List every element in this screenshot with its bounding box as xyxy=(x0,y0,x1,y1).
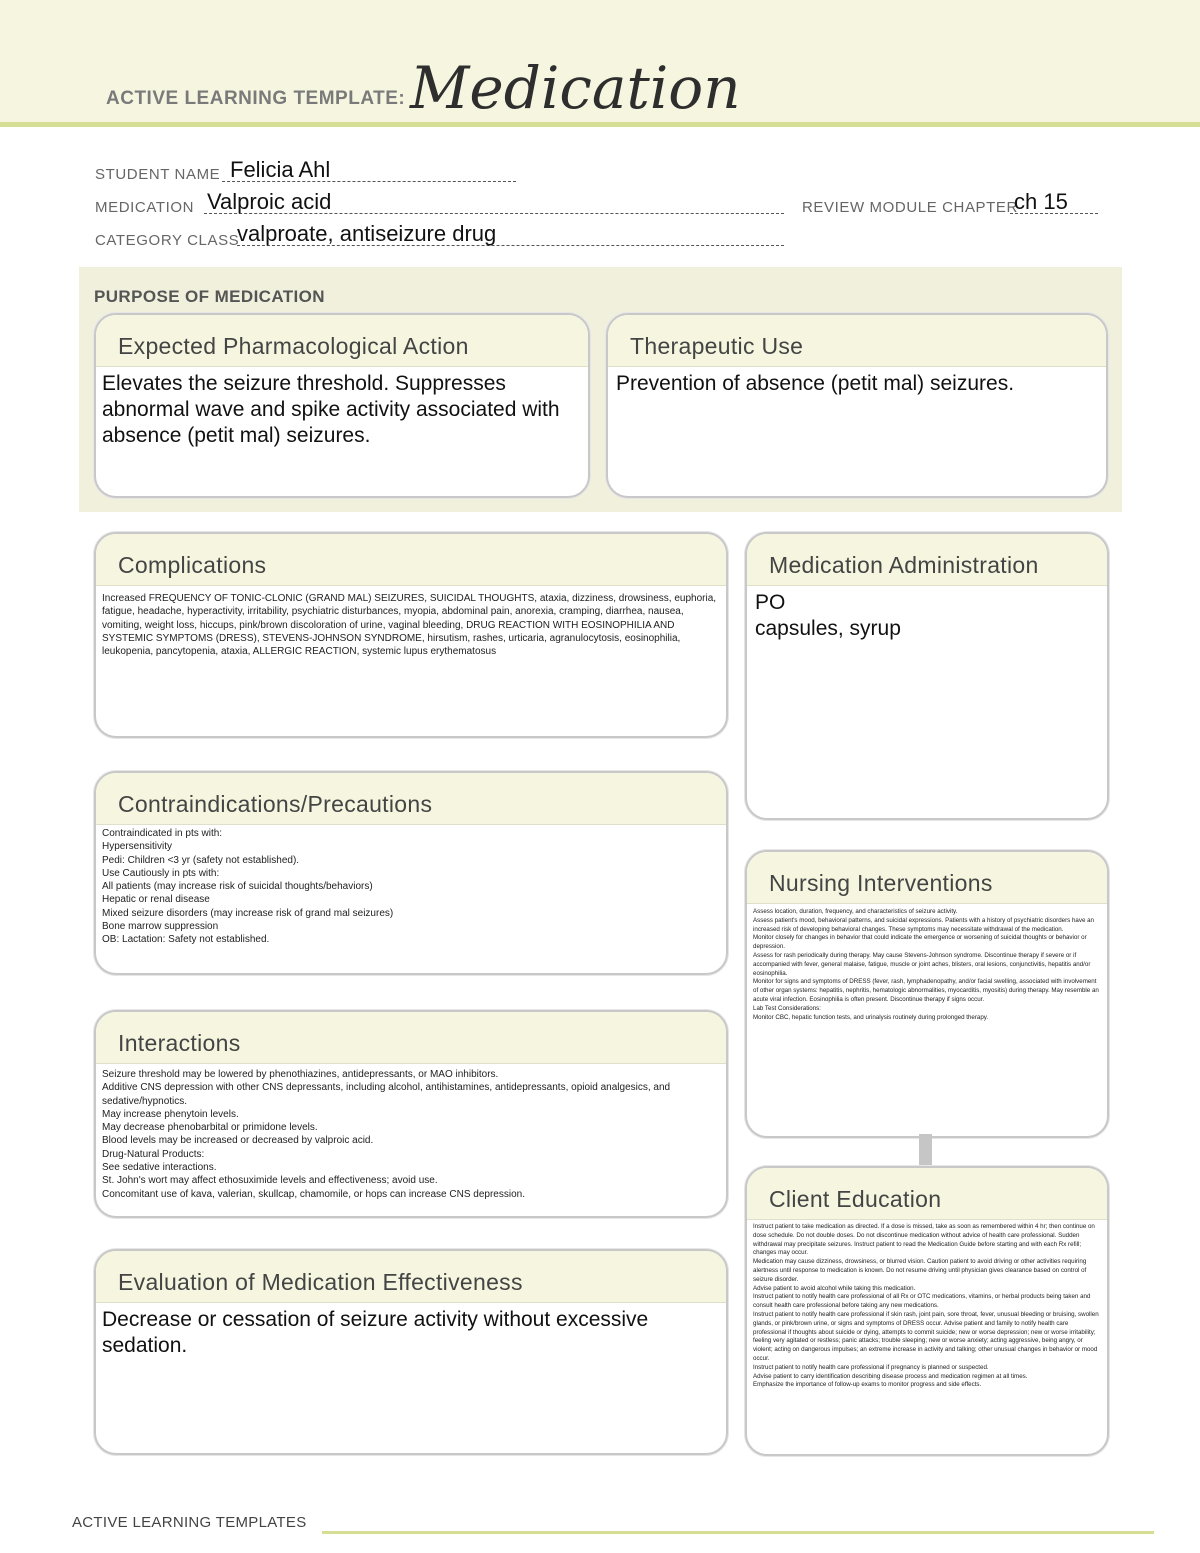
medication-field[interactable]: Valproic acid xyxy=(207,189,332,214)
contraindications-text[interactable]: Contraindicated in pts with: Hypersensitivity Pedi: Children <3 yr (safety not established). Use Cautiously in pts with: All patients (may increase risk of suicidal thoughts/behaviors) Hepatic or renal disease Mixed seizure disorders (may increase risk of grand mal seizures) Bone marrow suppression OB: Lactation: Safety not established. xyxy=(102,828,394,946)
complications-card xyxy=(94,532,728,738)
evaluation-title: Evaluation of Medication Effectiveness xyxy=(96,1251,726,1303)
template-title: Medication xyxy=(410,54,741,122)
administration-card xyxy=(745,532,1109,820)
connector-bar xyxy=(919,1134,932,1167)
footer-label: ACTIVE LEARNING TEMPLATES xyxy=(72,1514,307,1531)
interactions-title: Interactions xyxy=(96,1012,726,1064)
footer-rule xyxy=(322,1531,1154,1534)
purpose-title: PURPOSE OF MEDICATION xyxy=(94,287,325,306)
expected-action-title: Expected Pharmacological Action xyxy=(96,315,588,367)
student-name-label: STUDENT NAME xyxy=(95,166,221,183)
administration-body xyxy=(747,586,1107,648)
contraindications-title: Contraindications/Precautions xyxy=(96,773,726,825)
student-name-field[interactable]: Felicia Ahl xyxy=(230,157,331,182)
evaluation-card xyxy=(94,1249,728,1455)
chapter-label: REVIEW MODULE CHAPTER xyxy=(802,199,1018,216)
interactions-text[interactable]: Seizure threshold may be lowered by phenothiazines, antidepressants, or MAO inhibitors. Additive CNS depression with other CNS depressants, including alcohol, antihistamines, antidepressants, opioid analgesics, and sedative/hypnotics. May increase phenytoin levels. May decrease phenobarbital or primidone levels. Blood levels may be increased or decreased by valproic acid. Drug-Natural Products: See sedative interactions. St. John's wort may affect ethosuximide levels and effectiveness; avoid use. Concomitant use of kava, valerian, skullcap, chamomile, or hops can increase CNS depression. xyxy=(102,1069,671,1200)
interactions-card xyxy=(94,1010,728,1218)
client-education-title: Client Education xyxy=(747,1168,1107,1220)
expected-action-card xyxy=(94,313,590,498)
contraindications-card xyxy=(94,771,728,975)
administration-forms[interactable]: capsules, syrup xyxy=(755,617,901,640)
category-field[interactable]: valproate, antiseizure drug xyxy=(237,221,497,246)
medication-label: MEDICATION xyxy=(95,199,195,216)
nursing-interventions-text[interactable]: Assess location, duration, frequency, and characteristics of seizure activity. Assess patient's mood, behavioral patterns, and suicidal expressions. Patients with a history of psychiatric disorders have an increased risk of developing behavioral changes. These symptoms may necessitate withdrawal of the medication. Monitor closely for changes in behavior that could indicate the emergence or worsening of suicidal thoughts or behavior or depression. Assess for rash periodically during therapy. May cause Stevens-Johnson syndrome. Discontinue therapy if severe or if accompanied with fever, general malaise, fatigue, muscle or joint aches, blisters, oral lesions, conjunctivitis, hepatitis and/or eosinophilia. Monitor for signs and symptoms of DRESS (fever, rash, lymphadenopathy, and/or facial swelling, associated with involvement of other organ systems: hepatitis, nephritis, hematologic abnormalities, myocarditis, myositis) during therapy. May resemble an acute viral infection. Eosinophilia is often present. Discontinue therapy if signs occur. Lab Test Considerations: Monitor CBC, hepatic function tests, and urinalysis routinely during prolonged therapy. xyxy=(753,908,1099,1021)
administration-title: Medication Administration xyxy=(747,534,1107,586)
client-education-card xyxy=(745,1166,1109,1456)
complications-text[interactable]: Increased FREQUENCY OF TONIC-CLONIC (GRAND MAL) SEIZURES, SUICIDAL THOUGHTS, ataxia, dizziness, drowsiness, euphoria, fatigue, headache, hyperactivity, irritability, psychiatric disturbances, myopia, abdominal pain, anorexia, cramping, diarrhea, nausea, vomiting, weight loss, hiccups, pink/brown discoloration of urine, vaginal bleeding, DRUG REACTION WITH EOSINOPHILIA AND SYSTEMIC SYMPTOMS (DRESS), STEVENS-JOHNSON SYNDROME, hirsutism, rashes, urticaria, agranulocytosis, eosinophilia, leukopenia, pancytopenia, ataxia, ALLERGIC REACTION, systemic lupus erythematosus xyxy=(102,593,717,658)
therapeutic-use-text[interactable]: Prevention of absence (petit mal) seizures. xyxy=(616,372,1015,395)
header-rule xyxy=(0,122,1200,127)
client-education-text[interactable]: Instruct patient to take medication as directed. If a dose is missed, take as soon as remembered within 4 hr; then continue on dose schedule. Do not double doses. Do not discontinue medication without advice of health care professional. Sudden withdrawal may precipitate seizures. Instruct patient to read the Medication Guide before starting and with each Rx refill; changes may occur. Medication may cause dizziness, drowsiness, or blurred vision. Caution patient to avoid driving or other activities requiring alertness until response to medication is known. Do not resume driving until physician gives clearance based on control of seizure disorder. Advise patient to avoid alcohol while taking this medication. Instruct patient to notify health care professional of all Rx or OTC medications, vitamins, or herbal products being taken and consult health care professional before taking any new medications. Instruct patient to notify health care professional if skin rash, joint pain, sore throat, fever, unusual bleeding or bruising, swollen glands, or pink/brown urine, or signs and symptoms of DRESS occur. Advise patient and family to notify health care professional if thoughts about suicide or dying, attempts to commit suicide; new or worse depression; new or worse irritability; feeling very agitated or restless; panic attacks; trouble sleeping; new or worse anxiety; acting aggressive, being angry, or violent; acting on dangerous impulses; an extreme increase in activity and talking; other unusual changes in behavior or mood occur. Instruct patient to notify health care professional if pregnancy is planned or suspected. Advise patient to carry identification describing disease process and medication regimen at all times. Emphasize the importance of follow-up exams to monitor progress and side effects. xyxy=(753,1223,1099,1389)
nursing-interventions-title: Nursing Interventions xyxy=(747,852,1107,904)
therapeutic-use-card xyxy=(606,313,1108,498)
chapter-field[interactable]: ch 15 xyxy=(1014,189,1068,214)
category-label: CATEGORY CLASS xyxy=(95,232,240,249)
complications-title: Complications xyxy=(96,534,726,586)
template-label: ACTIVE LEARNING TEMPLATE: xyxy=(106,88,406,109)
expected-action-text[interactable]: Elevates the seizure threshold. Suppresses abnormal wave and spike activity associated with absence (petit mal) seizures. xyxy=(102,372,560,447)
administration-route[interactable]: PO xyxy=(755,591,786,614)
nursing-interventions-card xyxy=(745,850,1109,1138)
therapeutic-use-title: Therapeutic Use xyxy=(608,315,1106,367)
evaluation-text[interactable]: Decrease or cessation of seizure activity without excessive sedation. xyxy=(102,1308,649,1357)
